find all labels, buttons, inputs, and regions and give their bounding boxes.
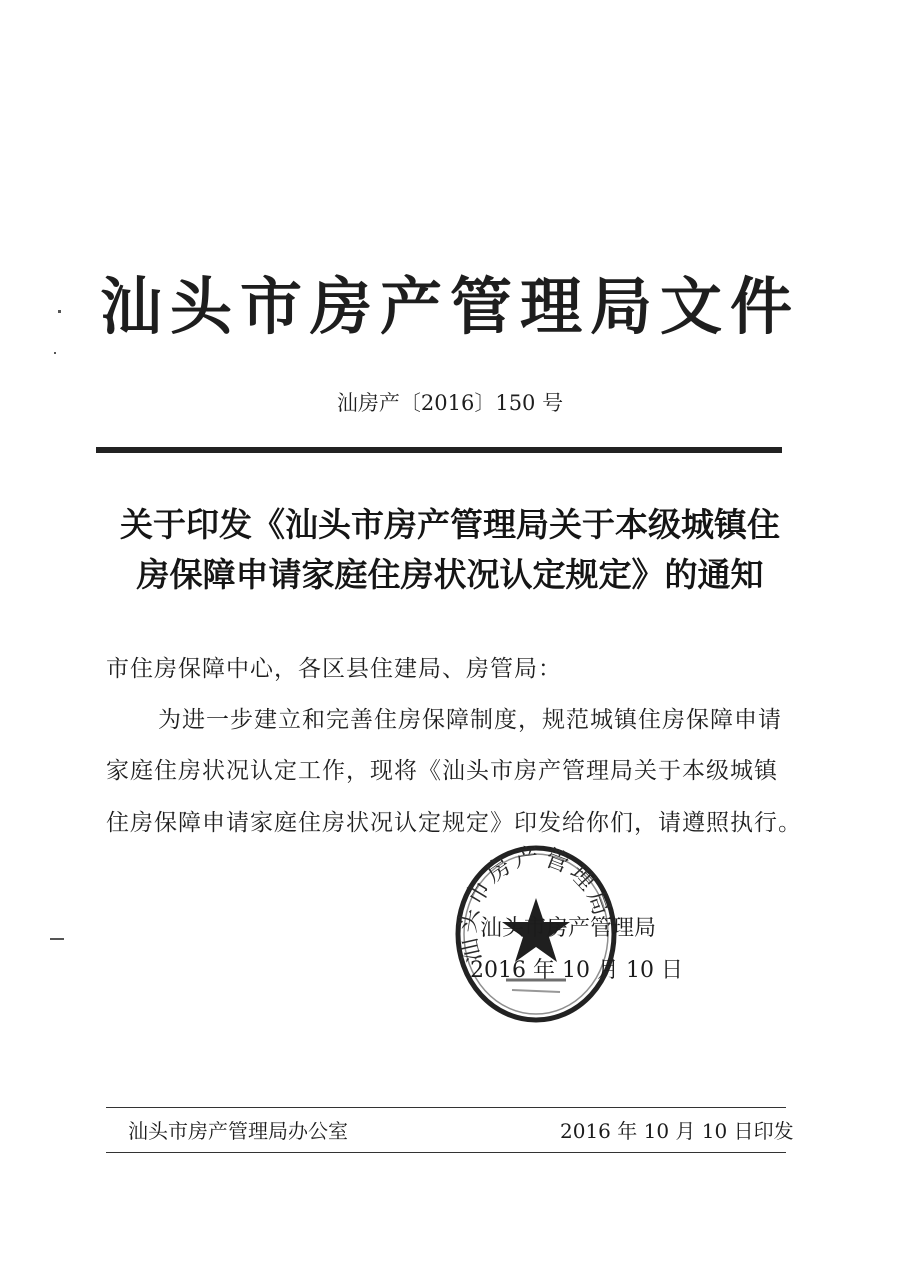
footer-office: 汕头市房产管理局办公室 <box>128 1119 348 1143</box>
scan-mark <box>50 938 64 940</box>
document-number: 汕房产〔2016〕150 号 <box>336 391 564 415</box>
footer-print-date: 2016 年 10 月 10 日印发 <box>560 1119 794 1143</box>
header-divider <box>96 447 782 453</box>
document-header: 汕头市房产管理局文件 <box>99 270 800 343</box>
footer-top-divider <box>106 1107 786 1108</box>
scan-mark <box>58 310 61 313</box>
body-line-3: 住房保障申请家庭住房状况认定规定》印发给你们，请遵照执行。 <box>106 810 802 836</box>
body-line-2: 家庭住房状况认定工作，现将《汕头市房产管理局关于本级城镇 <box>106 758 778 784</box>
signature-organization: 汕头市房产管理局 <box>480 916 657 941</box>
footer-bottom-divider <box>106 1152 786 1153</box>
notice-title <box>100 500 800 600</box>
seal-text: 汕头市房产管理局 <box>453 842 618 966</box>
salutation: 市住房保障中心，各区县住建局、房管局： <box>106 656 562 682</box>
scan-mark <box>54 352 56 354</box>
signature-date: 2016 年 10 月 10 日 <box>470 958 683 983</box>
body-line-1: 为进一步建立和完善住房保障制度，规范城镇住房保障申请 <box>158 707 782 733</box>
notice-title-line-2: 房保障申请家庭住房状况认定规定》的通知 <box>136 555 764 594</box>
notice-title-line-1: 关于印发《汕头市房产管理局关于本级城镇住 <box>120 505 780 544</box>
